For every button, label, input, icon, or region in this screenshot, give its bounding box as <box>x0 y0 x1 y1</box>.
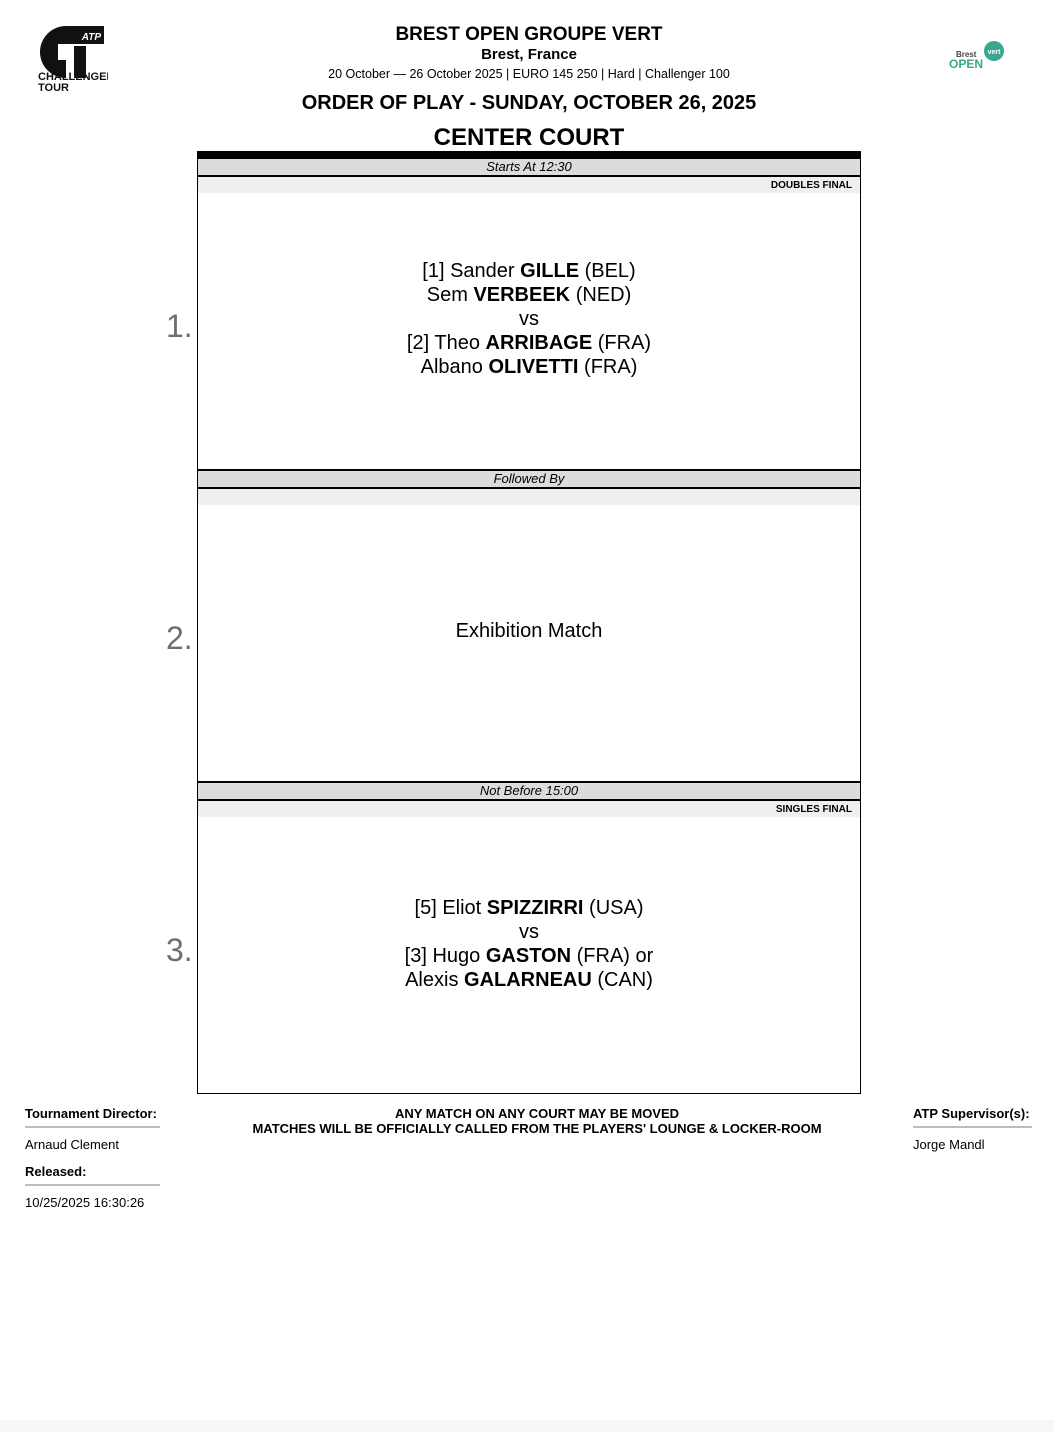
player-line: Alexis GALARNEAU (CAN) <box>405 969 653 991</box>
vs-label: vs <box>519 921 539 943</box>
vs-label: vs <box>519 308 539 330</box>
svg-text:ATP: ATP <box>81 32 101 43</box>
match-card-3 <box>197 800 861 1094</box>
player-line: [1] Sander GILLE (BEL) <box>422 260 636 282</box>
player-line: Sem VERBEEK (NED) <box>426 284 632 306</box>
supervisor-name: Jorge Mandl <box>913 1137 985 1152</box>
svg-text:vert: vert <box>987 49 1001 56</box>
match-round-label: DOUBLES FINAL <box>198 177 860 193</box>
match-number-2: 2. <box>166 620 193 656</box>
director-name: Arnaud Clement <box>25 1137 119 1152</box>
match-players <box>198 896 860 992</box>
page-bottom-strip <box>0 1420 1054 1432</box>
svg-text:Brest: Brest <box>956 50 977 59</box>
notice-called: MATCHES WILL BE OFFICIALLY CALLED FROM THE PLAYERS' LOUNGE & LOCKER-ROOM <box>252 1121 822 1136</box>
match-number-1: 1. <box>166 308 193 344</box>
slot-time-3: Not Before 15:00 <box>197 781 861 800</box>
match-round-label <box>198 489 860 505</box>
svg-text:OPEN: OPEN <box>949 57 984 71</box>
player-line: [3] Hugo GASTON (FRA) or <box>404 945 654 967</box>
tournament-info: 20 October — 26 October 2025 | EURO 145 250 | Hard | Challenger 100 <box>328 67 730 81</box>
notice-moved: ANY MATCH ON ANY COURT MAY BE MOVED <box>394 1106 680 1121</box>
match-players <box>198 619 860 643</box>
player-line: Albano OLIVETTI (FRA) <box>420 356 638 378</box>
match-card-1 <box>197 176 861 470</box>
svg-text:CHALLENGER: CHALLENGER <box>38 71 108 83</box>
supervisor-divider <box>913 1126 1032 1128</box>
match-card-2 <box>197 488 861 782</box>
svg-text:TOUR: TOUR <box>38 82 69 94</box>
tournament-title: BREST OPEN GROUPE VERT <box>395 24 663 45</box>
player-line: [5] Eliot SPIZZIRRI (USA) <box>414 897 644 919</box>
match-title: Exhibition Match <box>455 620 603 642</box>
slot-time-2: Followed By <box>197 469 861 488</box>
released-label: Released: <box>25 1164 87 1179</box>
released-value: 10/25/2025 16:30:26 <box>25 1195 145 1210</box>
match-players <box>198 259 860 379</box>
slot-time-1: Starts At 12:30 <box>197 157 861 176</box>
tournament-location: Brest, France <box>481 46 577 63</box>
supervisor-label: ATP Supervisor(s): <box>913 1106 1030 1121</box>
match-round-label: SINGLES FINAL <box>198 801 860 817</box>
director-label: Tournament Director: <box>25 1106 157 1121</box>
match-number-3: 3. <box>166 932 193 968</box>
order-of-play-title: ORDER OF PLAY - SUNDAY, OCTOBER 26, 2025 <box>301 92 757 114</box>
released-divider <box>25 1184 160 1186</box>
court-name: CENTER COURT <box>433 124 625 151</box>
player-line: [2] Theo ARRIBAGE (FRA) <box>406 332 652 354</box>
